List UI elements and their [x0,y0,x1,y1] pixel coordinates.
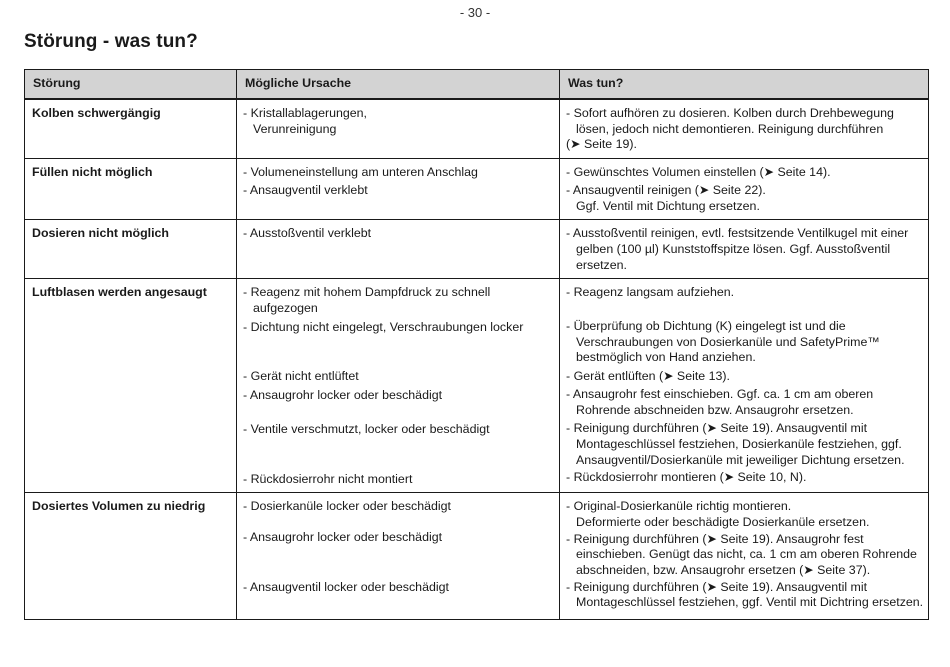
cause-item: - Ansaugrohr locker oder beschädigt [243,529,443,544]
remedy-cell [560,220,929,279]
table-row [25,159,929,220]
cause-item: - Ausstoßventil verklebt [243,226,372,241]
fault-cell: Füllen nicht möglich [25,159,237,220]
page-number: - 30 - [459,5,491,20]
remedy-item: - Überprüfung ob Dichtung (K) eingelegt ist und die Verschraubungen von Dosierkanüle und SafetyPrime™ bestmöglich von Hand anziehen. [566,319,880,365]
cause-cell [237,99,560,159]
cause-item: - Gerät nicht entlüftet [243,369,359,384]
cause-cell [237,493,560,620]
header-fault: Störung [25,70,237,100]
cause-item: aufgezogen [253,301,318,316]
fault-cell: Dosiertes Volumen zu niedrig [25,493,237,620]
cause-item: - Ansaugventil verklebt [243,182,368,197]
remedy-item: - Rückdosierrohr montieren (➤ Seite 10, N). [566,470,807,485]
remedy-cell [560,279,929,493]
cause-item: - Kristallablagerungen, [243,106,367,120]
remedy-item: - Reinigung durchführen (➤ Seite 19). Ansaugventil mit Montageschlüssel festziehen, Dosierkanüle festziehen, ggf. Ansaugventil/Dosierkanüle mit jeweiliger Dichtung ersetzen. [566,421,905,467]
remedy-item: - Ansaugrohr fest einschieben. Ggf. ca. 1 cm am oberen Rohrende abschneiden bzw. Ansaugrohr ersetzen. [566,386,874,417]
table-row [25,220,929,279]
remedy-item: - Ausstoßventil reinigen, evtl. festsitzende Ventilkugel mit einer gelben (100 µl) Kunststoffspitze lösen. Ggf. Ausstoßventil ersetzen. [566,226,909,272]
remedy-item: - Reinigung durchführen (➤ Seite 19). Ansaugrohr fest einschieben. Genügt das nicht, ca. 1 cm am oberen Rohrende abschneiden, bzw. Ansaugrohr ersetzen (➤ Seite 37). [566,531,917,578]
cause-item: - Ansaugrohr locker oder beschädigt [243,388,443,403]
header-remedy: Was tun? [560,70,929,100]
remedy-item: - Reagenz langsam aufziehen. [566,285,735,300]
page-title: Störung - was tun? [24,31,198,52]
remedy-item: - Gerät entlüften (➤ Seite 13). [566,369,730,384]
header-cause: Mögliche Ursache [237,70,560,100]
cause-item: Verunreinigung [253,121,337,136]
remedy-cell [560,493,929,620]
troubleshooting-table [24,69,929,620]
table-row [25,279,929,493]
cause-cell [237,279,560,493]
remedy-cell [560,99,929,159]
table-row [25,99,929,159]
remedy-item: - Original-Dosierkanüle richtig montieren. [566,499,792,514]
remedy-item: - Ansaugventil reinigen (➤ Seite 22). [566,182,766,197]
remedy-item: - Sofort aufhören zu dosieren. Kolben durch Drehbewegung [566,106,894,120]
cause-item: - Dosierkanüle locker oder beschädigt [243,499,451,514]
fault-cell: Kolben schwergängig [25,99,237,159]
remedy-item: Deformierte oder beschädigte Dosierkanüle ersetzen. [576,514,870,529]
cause-cell [237,159,560,220]
fault-cell: Luftblasen werden angesaugt [25,279,237,493]
cause-item: - Ansaugventil locker oder beschädigt [243,579,449,594]
remedy-item: lösen, jedoch nicht demontieren. Reinigung durchführen [576,121,884,136]
table-row [25,493,929,620]
cause-item: - Rückdosierrohr nicht montiert [243,471,413,486]
table-header-row [25,70,929,100]
cause-item: - Dichtung nicht eingelegt, Verschraubungen locker [243,319,524,334]
cause-item: - Reagenz mit hohem Dampfdruck zu schnell [243,285,491,300]
cause-cell [237,220,560,279]
remedy-item: (➤ Seite 19). [566,137,637,152]
cause-item: - Volumeneinstellung am unteren Anschlag [243,165,478,180]
remedy-item: Ggf. Ventil mit Dichtung ersetzen. [576,198,760,213]
cause-item: - Ventile verschmutzt, locker oder beschädigt [243,421,490,436]
fault-cell: Dosieren nicht möglich [25,220,237,279]
remedy-cell [560,159,929,220]
remedy-item: - Gewünschtes Volumen einstellen (➤ Seite 14). [566,165,831,180]
remedy-item: - Reinigung durchführen (➤ Seite 19). Ansaugventil mit Montageschlüssel festziehen, ggf. Ventil mit Dichtring ersetzen. [566,579,924,610]
